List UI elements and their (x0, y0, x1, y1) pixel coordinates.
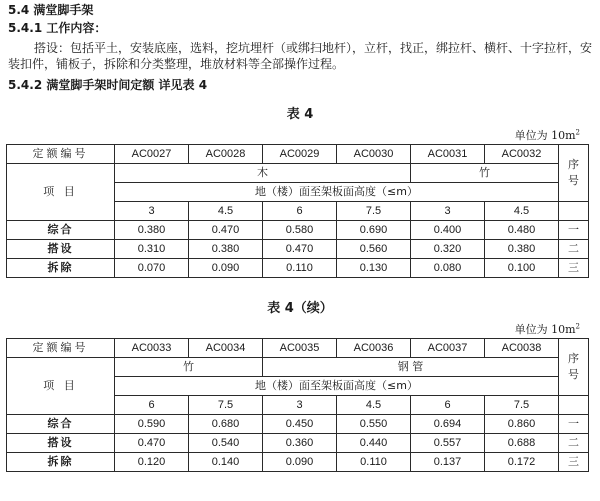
cell-value: 0.400 (411, 221, 485, 240)
table2-height: 3 (263, 396, 337, 415)
cell-value: 0.550 (337, 415, 411, 434)
row-label: 拆除 (7, 259, 115, 278)
cell-value: 0.380 (189, 240, 263, 259)
cell-value: 0.140 (189, 453, 263, 472)
cell-value: 0.480 (485, 221, 559, 240)
cell-value: 0.557 (411, 434, 485, 453)
cell-value: 0.440 (337, 434, 411, 453)
row-seq: 三 (559, 259, 589, 278)
table1-code: AC0032 (485, 145, 559, 164)
row-seq: 二 (559, 434, 589, 453)
table2-material-bamboo: 竹 (115, 358, 263, 377)
cell-value: 0.690 (337, 221, 411, 240)
cell-value: 0.860 (485, 415, 559, 434)
row-label: 搭设 (7, 434, 115, 453)
cell-value: 0.172 (485, 453, 559, 472)
table1-seq-label: 序号 (559, 145, 589, 202)
table2-unit: 单位为 $10m^2$ (514, 322, 580, 336)
table2-height-label: 地（楼）面至架板面高度（≤m） (115, 377, 559, 396)
cell-value: 0.590 (115, 415, 189, 434)
table1-code: AC0030 (337, 145, 411, 164)
table-row (7, 221, 589, 240)
table2-height: 6 (411, 396, 485, 415)
cell-value: 0.680 (189, 415, 263, 434)
table1-code-label: 定额编号 (7, 145, 115, 164)
table1-material-bamboo: 竹 (411, 164, 559, 183)
row-seq: 二 (559, 240, 589, 259)
table2-code-label: 定额编号 (7, 339, 115, 358)
subsection-time-quota: 5.4.2 满堂脚手架时间定额 详见表 4 (8, 78, 208, 92)
table2-code: AC0034 (189, 339, 263, 358)
row-seq: 一 (559, 221, 589, 240)
table2-code: AC0035 (263, 339, 337, 358)
table1-code: AC0027 (115, 145, 189, 164)
table2-code: AC0038 (485, 339, 559, 358)
table1-height: 7.5 (337, 202, 411, 221)
cell-value: 0.090 (263, 453, 337, 472)
table-row (7, 434, 589, 453)
table1-code: AC0031 (411, 145, 485, 164)
table-row (7, 415, 589, 434)
cell-value: 0.540 (189, 434, 263, 453)
table2-title: 表 4（续） (267, 301, 333, 316)
table2-height: 4.5 (337, 396, 411, 415)
cell-value: 0.130 (337, 259, 411, 278)
cell-value: 0.100 (485, 259, 559, 278)
table2-item-label: 项 目 (7, 358, 115, 415)
table1-unit: 单位为 $10m^2$ (514, 128, 580, 142)
row-label: 搭设 (7, 240, 115, 259)
table2-code: AC0036 (337, 339, 411, 358)
table2-height: 7.5 (189, 396, 263, 415)
table-row (7, 259, 589, 278)
cell-value: 0.137 (411, 453, 485, 472)
cell-value: 0.110 (337, 453, 411, 472)
table1-title: 表 4 (286, 107, 314, 122)
table-row (7, 453, 589, 472)
cell-value: 0.470 (115, 434, 189, 453)
subsection-work-content: 5.4.1 工作内容： (8, 21, 107, 35)
table1-height-label: 地（楼）面至架板面高度（≤m） (115, 183, 559, 202)
row-label: 拆除 (7, 453, 115, 472)
work-content-text: 搭设：包括平土，安装底座，选料，挖坑埋杆（或绑扫地杆），立杆，找正，绑拉杆、横杆、十字拉杆，安装扣件，铺板子，拆除和分类整理，堆放材料等全部操作过程。 (8, 41, 593, 71)
table1-material-wood: 木 (115, 164, 411, 183)
table2-seq-blank (559, 396, 589, 415)
cell-value: 0.470 (189, 221, 263, 240)
section-heading: 5.4 满堂脚手架 (8, 3, 94, 17)
table1 (6, 144, 589, 278)
cell-value: 0.080 (411, 259, 485, 278)
row-seq: 三 (559, 453, 589, 472)
cell-value: 0.110 (263, 259, 337, 278)
cell-value: 0.090 (189, 259, 263, 278)
cell-value: 0.694 (411, 415, 485, 434)
cell-value: 0.580 (263, 221, 337, 240)
table1-code: AC0029 (263, 145, 337, 164)
cell-value: 0.310 (115, 240, 189, 259)
table2-height: 6 (115, 396, 189, 415)
table-row (7, 240, 589, 259)
work-content-paragraph (8, 40, 596, 72)
cell-value: 0.070 (115, 259, 189, 278)
cell-value: 0.560 (337, 240, 411, 259)
row-label: 综合 (7, 415, 115, 434)
table1-item-label: 项 目 (7, 164, 115, 221)
table2 (6, 338, 589, 472)
cell-value: 0.688 (485, 434, 559, 453)
row-label: 综合 (7, 221, 115, 240)
table2-material-steel: 钢 管 (263, 358, 559, 377)
table1-code: AC0028 (189, 145, 263, 164)
cell-value: 0.380 (485, 240, 559, 259)
table1-height: 3 (115, 202, 189, 221)
table1-height: 3 (411, 202, 485, 221)
table2-code: AC0037 (411, 339, 485, 358)
table2-seq-label: 序号 (559, 339, 589, 396)
row-seq: 一 (559, 415, 589, 434)
table1-height: 4.5 (189, 202, 263, 221)
table1-height: 6 (263, 202, 337, 221)
cell-value: 0.120 (115, 453, 189, 472)
table1-height: 4.5 (485, 202, 559, 221)
cell-value: 0.320 (411, 240, 485, 259)
cell-value: 0.380 (115, 221, 189, 240)
cell-value: 0.450 (263, 415, 337, 434)
table1-seq-blank (559, 202, 589, 221)
cell-value: 0.360 (263, 434, 337, 453)
cell-value: 0.470 (263, 240, 337, 259)
table2-height: 7.5 (485, 396, 559, 415)
table2-code: AC0033 (115, 339, 189, 358)
